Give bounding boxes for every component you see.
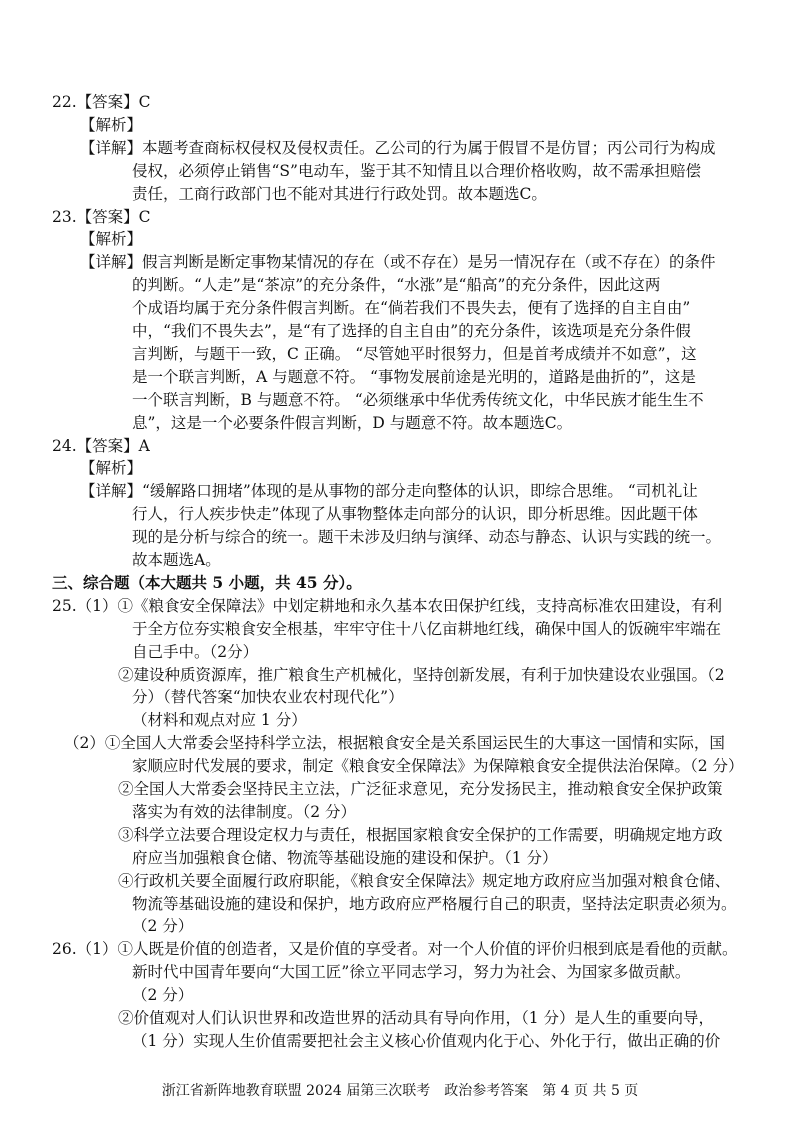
q23-detail-line: 个成语均属于充分条件假言判断。在“倘若我们不畏失去，便有了选择的自主自由” [132,299,691,318]
q25-line: 分）（替代答案“加快农业农村现代化”） [132,688,404,707]
q26-line: ②价值观对人们认识世界和改造世界的活动具有导向作用，（1 分）是人生的重要向导， [118,1009,715,1027]
q23-detail-line: 一个联言判断，B 与题意不符。 “必须继承中华优秀传统文化，中华民族才能生生不 [132,390,704,409]
page-footer: 浙江省新阵地教育联盟 2024 届第三次联考 政治参考答案 第 4 页 共 5 页 [161,1083,639,1099]
q25-line: 物流等基础设施的建设和保护，地方政府应严格履行自己的职责，坚持法定职责必须为。 [132,894,737,913]
q24-detail-line: 故本题选A。 [132,551,221,569]
q25-line: ②全国人大常委会坚持民主立法，广泛征求意见，充分发扬民主，推动粮食安全保护政策 [118,780,723,798]
q25-line: 25.（1）①《粮食安全保障法》中划定耕地和永久基本农田保护红线，支持高标准农田建设，有利 [52,596,723,615]
q24-detail-line: 现的是分析与综合的统一。题干未涉及归纳与演绎、动态与静态、认识与实践的统一。 [132,528,722,547]
q25-line: （2）①全国人大常委会坚持科学立法，根据粮食安全是关系国运民生的大事这一国情和实际，国 [64,734,725,753]
q25-line: 自己手中。（2分） [132,642,259,661]
q26-line: 26.（1）①人既是价值的创造者，又是价值的享受者。对一个人价值的评价归根到底是看他的贡献。 [52,940,738,959]
q25-line: 府应当加强粮食仓储、物流等基础设施的建设和保护。（1 分） [132,848,558,867]
q23-detail-line: 言判断，与题干一致，C 正确。 “尽管她平时很努力，但是首考成绩并不如意”，这 [132,344,697,363]
q24-detail-line: 行人，行人疾步快走”体现了从事物整体走向部分的认识，即分析思维。因此题干体 [132,505,698,524]
q25-line: 落实为有效的法律制度。（2 分） [132,802,357,821]
q23-detail-line: 是一个联言判断，A 与题意不符。 “事物发展前途是光明的，道路是曲折的”，这是 [132,367,696,386]
q26-line: 新时代中国青年要向“大国工匠”徐立平同志学习，努力为社会、为国家多做贡献。 [132,963,691,982]
q25-line: （材料和观点对应 1 分） [132,711,307,730]
section-heading: 三、综合题（本大题共 5 小题，共 45 分）。 [52,572,362,592]
q22-answer: 22.【答案】C [52,93,151,111]
q23-analysis-label: 【解析】 [80,230,143,249]
q22-detail-line: 侵权，必须停止销售“S”电动车，鉴于其不知情且以合理价格收购，故不需承担赔偿 [132,161,701,180]
q23-detail-line: 的判断。“人走”是“茶凉”的充分条件，“水涨”是“船高”的充分条件，因此这两 [132,276,661,295]
q25-line: 家顺应时代发展的要求，制定《粮食安全保障法》为保障粮食安全提供法治保障。（2 分） [132,757,744,776]
q25-line: ④行政机关要全面履行政府职能，《粮食安全保障法》规定地方政府应当加强对粮食仓储、 [118,871,731,890]
q26-line: （2 分） [132,986,194,1005]
q25-line: 于全方位夯实粮食安全根基，牢牢守住十八亿亩耕地红线，确保中国人的饭碗牢牢端在 [132,619,722,638]
q22-detail-line: 责任，工商行政部门也不能对其进行行政处罚。故本题选C。 [132,184,547,203]
q23-detail-line: 中，“我们不畏失去”，是“有了选择的自主自由”的充分条件，该选项是充分条件假 [132,322,691,340]
q23-detail-line: 【详解】假言判断是断定事物某情况的存在（或不存在）是另一情况存在（或不存在）的条件 [80,253,716,272]
q23-detail-line: 息”，这是一个必要条件假言判断，D 与题意不符。故本题选C。 [132,413,573,432]
q24-analysis-label: 【解析】 [80,459,143,478]
q24-answer: 24.【答案】A [52,436,150,455]
q26-line: （1 分）实现人生价值需要把社会主义核心价值观内化于心、外化于行，做出正确的价 [132,1031,721,1050]
q22-analysis-label: 【解析】 [80,115,143,134]
q22-detail-line: 【详解】本题考查商标权侵权及侵权责任。乙公司的行为属于假冒不是仿冒；丙公司行为构成 [80,138,716,157]
q25-line: ③科学立法要合理设定权力与责任，根据国家粮食安全保护的工作需要，明确规定地方政 [118,825,723,844]
q23-answer: 23.【答案】C [52,207,151,226]
q24-detail-line: 【详解】“缓解路口拥堵”体现的是从事物的部分走向整体的认识，即综合思维。 “司机礼让 [80,482,698,501]
q25-line: （2 分） [132,917,194,936]
q25-line: ②建设种质资源库，推广粮食生产机械化，坚持创新发展，有利于加快建设农业强国。（2 [118,665,725,684]
